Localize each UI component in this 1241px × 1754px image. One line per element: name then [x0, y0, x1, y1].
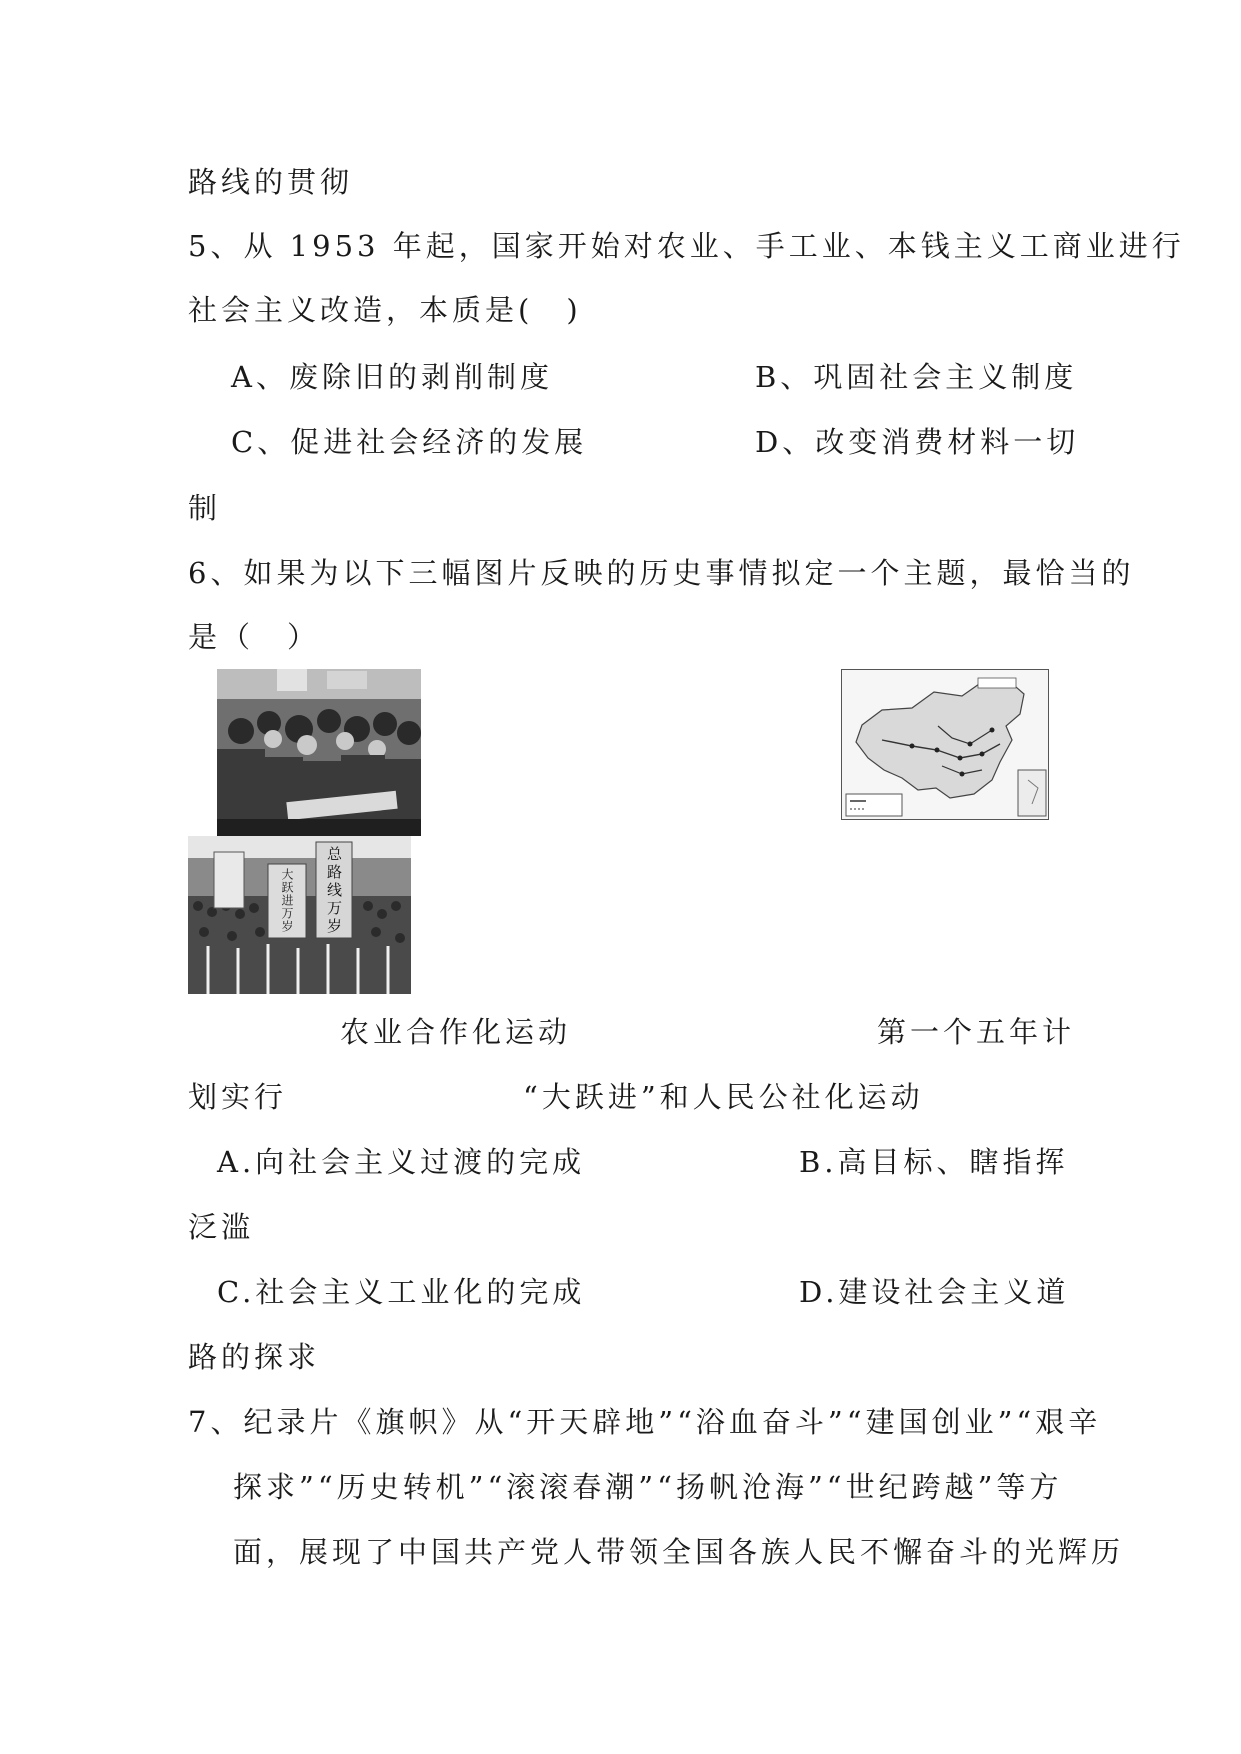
q6-option-b-wrap: 泛滥	[188, 1210, 255, 1244]
q5-option-d: D、改变消费材料一切	[755, 425, 1080, 459]
caption-great-leap: “大跃进”和人民公社化运动	[523, 1080, 924, 1114]
great-leap-forward-photo	[188, 836, 411, 994]
q6-stem-line2: 是（ ）	[188, 620, 321, 654]
caption-five-year-plan-wrap: 划实行	[188, 1080, 288, 1114]
q7-line3: 面，展现了中国共产党人带领全国各族人民不懈奋斗的光辉历	[233, 1535, 1125, 1569]
banner-great-leap-text: 大跃进万岁	[280, 868, 294, 933]
q5-option-a: A、废除旧的剥削制度	[231, 360, 553, 394]
q7-line1: 7、纪录片《旗帜》从“开天辟地”“浴血奋斗”“建国创业”“艰辛	[188, 1405, 1102, 1439]
q6-option-c: C.社会主义工业化的完成	[217, 1275, 586, 1309]
q6-stem-line1: 6、如果为以下三幅图片反映的历史事情拟定一个主题，最恰当的	[188, 556, 1135, 590]
q6-option-b: B.高目标、瞎指挥	[799, 1145, 1069, 1179]
cooperative-photo	[217, 669, 421, 836]
caption-five-year-plan: 第一个五年计	[877, 1015, 1076, 1049]
q5-option-d-wrap: 制	[188, 491, 222, 525]
q5-option-b: B、巩固社会主义制度	[755, 360, 1078, 394]
q5-stem-line2: 社会主义改造，本质是( )	[188, 293, 582, 327]
five-year-plan-map	[841, 669, 1049, 820]
banner-general-line-text: 总路线万岁	[325, 846, 343, 936]
q6-option-d-wrap: 路的探求	[188, 1340, 321, 1374]
q6-option-a: A.向社会主义过渡的完成	[217, 1145, 586, 1179]
q5-stem-line1: 5、从 1953 年起，国家开始对农业、手工业、本钱主义工商业进行	[188, 229, 1185, 263]
q7-line2: 探求”“历史转机”“滚滚春潮”“扬帆沧海”“世纪跨越”等方	[233, 1470, 1063, 1504]
caption-cooperative: 农业合作化运动	[340, 1015, 572, 1049]
continuation-text: 路线的贯彻	[188, 165, 354, 199]
q6-option-d: D.建设社会主义道	[799, 1275, 1070, 1309]
q5-option-c: C、促进社会经济的发展	[231, 425, 588, 459]
